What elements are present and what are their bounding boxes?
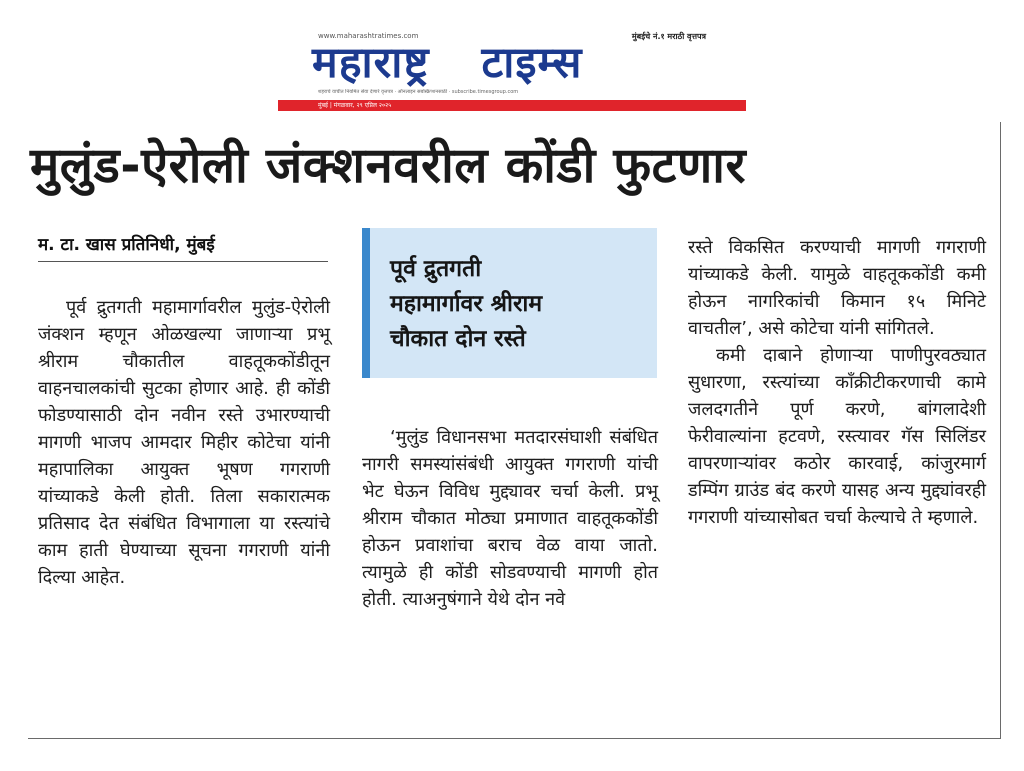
masthead-fine-print: शहराचे वाचीत नियमित सेवा देणारे वृत्तपत्र · ऑनलाइन सबस्क्रिप्शनसाठी · subscribe.timesgroup.com [318, 89, 519, 95]
logo-word-times: टाइम्स [481, 38, 583, 88]
newspaper-masthead [272, 28, 748, 114]
subheading-line-3: चौकात दोन रस्ते [390, 326, 526, 352]
article-column-1 [38, 294, 330, 591]
article-byline: म. टा. खास प्रतिनिधी, मुंबई [38, 232, 328, 262]
subheading-line-1: पूर्व द्रुतगती [390, 256, 482, 282]
paragraph: ‘मुलुंड विधानसभा मतदारसंघाशी संबंधित नागरी समस्यांसंबंधी आयुक्त गगराणी यांची भेट घेऊन विविध मुद्द्यावर चर्चा केली. प्रभू श्रीराम चौकात मोठ्या प्रमाणात वाहतूककोंडी होऊन प्रवाशांचा बराच वेळ वाया जातो. त्यामुळे ही कोंडी सोडवण्याची मागणी होत होती. त्याअनुषंगाने येथे दोन नवे [362, 427, 658, 610]
article-frame-right-rule [1000, 122, 1001, 739]
article-column-3 [688, 234, 986, 531]
masthead-tagline: मुंबईचे नं.१ मराठी वृत्तपत्र [631, 32, 706, 41]
paragraph: रस्ते विकसित करण्याची मागणी गगराणी यांच्याकडे केली. यामुळे वाहतूककोंडी कमी होऊन नागरिकांची किमान १५ मिनिटे वाचतील’, असे कोटेचा यांनी सांगितले. [688, 237, 986, 339]
logo-word-maharashtra: महाराष्ट्र [312, 38, 430, 88]
article-headline: मुलुंड-ऐरोली जंक्शनवरील कोंडी फुटणार [30, 137, 746, 194]
article-frame-bottom-rule [28, 738, 1001, 739]
paragraph: कमी दाबाने होणाऱ्या पाणीपुरवठ्यात सुधारणा, रस्त्यांच्या काँक्रीटीकरणाची कामे जलदगतीने पूर्ण करणे, बांगलादेशी फेरीवाल्यांना हटवणे, रस्त्यावर गॅस सिलिंडर वापरणाऱ्यांवर कठोर कारवाई, कांजुरमार्ग डम्पिंग ग्राउंड बंद करणे यासह अन्य मुद्द्यांवरही गगराणी यांच्यासोबत चर्चा केल्याचे ते म्हणाले. [688, 345, 986, 528]
masthead-website: www.maharashtratimes.com [318, 32, 419, 40]
subheading-box [362, 228, 657, 378]
masthead-date-line: मुंबई | मंगळवार, २९ एप्रिल २०२५ [318, 102, 392, 109]
article-column-2 [362, 424, 658, 613]
subheading-line-2: महामार्गावर श्रीराम [390, 291, 543, 317]
paragraph: पूर्व द्रुतगती महामार्गावरील मुलुंड-ऐरोली जंक्शन म्हणून ओळखल्या जाणाऱ्या प्रभू श्रीराम चौकातील वाहतूककोंडीतून वाहनचालकांची सुटका होणार आहे. ही कोंडी फोडण्यासाठी दोन नवीन रस्ते उभारण्याची मागणी भाजप आमदार मिहीर कोटेचा यांनी महापालिका आयुक्त भूषण गगराणी यांच्याकडे केली होती. तिला सकारात्मक प्रतिसाद देत संबंधित विभागाला या रस्त्यांचे काम हाती घेण्याच्या सूचना गगराणी यांनी दिल्या आहेत. [38, 297, 330, 588]
newspaper-logo [312, 39, 742, 87]
